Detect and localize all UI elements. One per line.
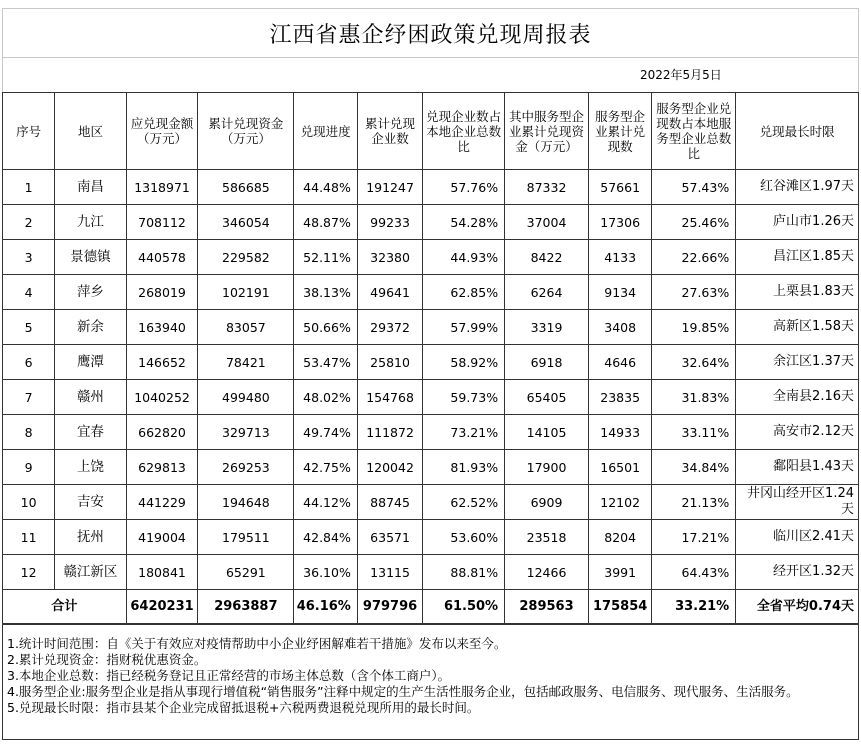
due-amount-cell: 163940 [126, 310, 198, 345]
due-amount-cell: 708112 [126, 205, 198, 240]
table-row [3, 520, 859, 555]
total-max-duration-cell: 全省平均0.74天 [736, 590, 859, 625]
firm-count-cell: 154768 [357, 380, 422, 415]
note-item: 1.统计时间范围：自《关于有效应对疫情帮助中小企业纾困解难若干措施》发布以来至今。 [7, 636, 507, 651]
header-cell: 地区 [55, 93, 127, 170]
due-amount-cell: 662820 [126, 415, 198, 450]
table-row [3, 170, 859, 205]
region-cell: 吉安 [55, 485, 127, 520]
progress-cell: 48.87% [294, 205, 357, 240]
progress-cell: 49.74% [294, 415, 357, 450]
service-firm-count-cell: 4646 [588, 345, 651, 380]
progress-cell: 44.12% [294, 485, 357, 520]
region-cell: 赣江新区 [55, 555, 127, 590]
progress-cell: 53.47% [294, 345, 357, 380]
paid-amount-cell: 83057 [198, 310, 294, 345]
service-ratio-cell: 21.13% [652, 485, 736, 520]
row-number-cell: 2 [3, 205, 55, 240]
header-cell: 应兑现金额（万元） [126, 93, 198, 170]
total-due-amount-cell: 6420231 [126, 590, 198, 625]
row-number-cell: 12 [3, 555, 55, 590]
firm-ratio-cell: 58.92% [423, 345, 505, 380]
paid-amount-cell: 269253 [198, 450, 294, 485]
progress-cell: 42.84% [294, 520, 357, 555]
due-amount-cell: 180841 [126, 555, 198, 590]
service-firm-count-cell: 3408 [588, 310, 651, 345]
header-cell: 兑现企业数占本地企业总数比 [423, 93, 505, 170]
paid-amount-cell: 499480 [198, 380, 294, 415]
header-cell: 累计兑现企业数 [357, 93, 422, 170]
paid-amount-cell: 586685 [198, 170, 294, 205]
progress-cell: 52.11% [294, 240, 357, 275]
max-duration-cell: 高新区1.58天 [736, 310, 859, 345]
service-paid-cell: 37004 [505, 205, 589, 240]
due-amount-cell: 1040252 [126, 380, 198, 415]
service-firm-count-cell: 17306 [588, 205, 651, 240]
service-ratio-cell: 31.83% [652, 380, 736, 415]
table-row [3, 240, 859, 275]
note-item: 2.累计兑现资金：指财税优惠资金。 [7, 652, 207, 667]
notes [2, 623, 859, 740]
firm-count-cell: 13115 [357, 555, 422, 590]
service-firm-count-cell: 8204 [588, 520, 651, 555]
table-row [3, 345, 859, 380]
max-duration-cell: 鄱阳县1.43天 [736, 450, 859, 485]
row-number-cell: 5 [3, 310, 55, 345]
paid-amount-cell: 65291 [198, 555, 294, 590]
service-paid-cell: 23518 [505, 520, 589, 555]
service-paid-cell: 6264 [505, 275, 589, 310]
firm-count-cell: 120042 [357, 450, 422, 485]
table-row [3, 275, 859, 310]
service-paid-cell: 17900 [505, 450, 589, 485]
firm-count-cell: 25810 [357, 345, 422, 380]
row-number-cell: 8 [3, 415, 55, 450]
firm-ratio-cell: 88.81% [423, 555, 505, 590]
note-item: 3.本地企业总数：指已经税务登记且正常经营的市场主体总数（含个体工商户）。 [7, 668, 451, 683]
table-row [3, 415, 859, 450]
table-row [3, 450, 859, 485]
firm-count-cell: 49641 [357, 275, 422, 310]
total-service-ratio-cell: 33.21% [652, 590, 736, 625]
max-duration-cell: 临川区2.41天 [736, 520, 859, 555]
region-cell: 上饶 [55, 450, 127, 485]
table-row [3, 380, 859, 415]
service-firm-count-cell: 3991 [588, 555, 651, 590]
max-duration-cell: 上栗县1.83天 [736, 275, 859, 310]
service-ratio-cell: 34.84% [652, 450, 736, 485]
note-item: 4.服务型企业:服务型企业是指从事现行增值税“销售服务”注释中规定的生产生活性服务企业，包括邮政服务、电信服务、现代服务、生活服务。 [7, 684, 799, 699]
service-ratio-cell: 57.43% [652, 170, 736, 205]
total-service-firm-count-cell: 175854 [588, 590, 651, 625]
paid-amount-cell: 229582 [198, 240, 294, 275]
row-number-cell: 7 [3, 380, 55, 415]
max-duration-cell: 红谷滩区1.97天 [736, 170, 859, 205]
firm-ratio-cell: 57.76% [423, 170, 505, 205]
service-ratio-cell: 25.46% [652, 205, 736, 240]
header-cell: 序号 [3, 93, 55, 170]
firm-count-cell: 99233 [357, 205, 422, 240]
table-row [3, 310, 859, 345]
row-number-cell: 11 [3, 520, 55, 555]
max-duration-cell: 昌江区1.85天 [736, 240, 859, 275]
table-row [3, 205, 859, 240]
service-paid-cell: 6918 [505, 345, 589, 380]
service-ratio-cell: 19.85% [652, 310, 736, 345]
progress-cell: 38.13% [294, 275, 357, 310]
max-duration-cell: 余江区1.37天 [736, 345, 859, 380]
paid-amount-cell: 78421 [198, 345, 294, 380]
region-cell: 赣州 [55, 380, 127, 415]
report-date: 2022年5月5日 [640, 67, 722, 82]
service-paid-cell: 12466 [505, 555, 589, 590]
report-title: 江西省惠企纾困政策兑现周报表 [2, 8, 859, 58]
region-cell: 南昌 [55, 170, 127, 205]
row-number-cell: 9 [3, 450, 55, 485]
service-paid-cell: 6909 [505, 485, 589, 520]
due-amount-cell: 441229 [126, 485, 198, 520]
table-row [3, 485, 859, 520]
firm-count-cell: 29372 [357, 310, 422, 345]
service-paid-cell: 8422 [505, 240, 589, 275]
max-duration-cell: 高安市2.12天 [736, 415, 859, 450]
paid-amount-cell: 194648 [198, 485, 294, 520]
firm-ratio-cell: 54.28% [423, 205, 505, 240]
due-amount-cell: 146652 [126, 345, 198, 380]
firm-count-cell: 88745 [357, 485, 422, 520]
service-paid-cell: 87332 [505, 170, 589, 205]
due-amount-cell: 419004 [126, 520, 198, 555]
firm-ratio-cell: 53.60% [423, 520, 505, 555]
header-cell: 兑现进度 [294, 93, 357, 170]
service-paid-cell: 14105 [505, 415, 589, 450]
max-duration-cell: 全南县2.16天 [736, 380, 859, 415]
due-amount-cell: 268019 [126, 275, 198, 310]
service-firm-count-cell: 16501 [588, 450, 651, 485]
policy-table [2, 92, 859, 625]
due-amount-cell: 629813 [126, 450, 198, 485]
region-cell: 鹰潭 [55, 345, 127, 380]
service-ratio-cell: 17.21% [652, 520, 736, 555]
firm-count-cell: 111872 [357, 415, 422, 450]
service-ratio-cell: 33.11% [652, 415, 736, 450]
total-service-paid-cell: 289563 [505, 590, 589, 625]
header-cell: 兑现最长时限 [736, 93, 859, 170]
total-paid-amount-cell: 2963887 [198, 590, 294, 625]
due-amount-cell: 1318971 [126, 170, 198, 205]
paid-amount-cell: 329713 [198, 415, 294, 450]
max-duration-cell: 庐山市1.26天 [736, 205, 859, 240]
row-number-cell: 4 [3, 275, 55, 310]
service-ratio-cell: 64.43% [652, 555, 736, 590]
total-row [3, 590, 859, 625]
service-paid-cell: 3319 [505, 310, 589, 345]
service-paid-cell: 65405 [505, 380, 589, 415]
service-firm-count-cell: 57661 [588, 170, 651, 205]
progress-cell: 50.66% [294, 310, 357, 345]
paid-amount-cell: 179511 [198, 520, 294, 555]
row-number-cell: 1 [3, 170, 55, 205]
header-row [3, 93, 859, 170]
region-cell: 宜春 [55, 415, 127, 450]
region-cell: 萍乡 [55, 275, 127, 310]
table-row [3, 555, 859, 590]
service-firm-count-cell: 23835 [588, 380, 651, 415]
region-cell: 九江 [55, 205, 127, 240]
header-cell: 累计兑现资金（万元） [198, 93, 294, 170]
total-firm-ratio-cell: 61.50% [423, 590, 505, 625]
max-duration-cell: 经开区1.32天 [736, 555, 859, 590]
service-ratio-cell: 27.63% [652, 275, 736, 310]
firm-ratio-cell: 73.21% [423, 415, 505, 450]
firm-ratio-cell: 62.85% [423, 275, 505, 310]
service-firm-count-cell: 4133 [588, 240, 651, 275]
progress-cell: 44.48% [294, 170, 357, 205]
note-item: 5.兑现最长时限：指市县某个企业完成留抵退税+六税两费退税兑现所用的最长时间。 [7, 700, 480, 715]
progress-cell: 42.75% [294, 450, 357, 485]
firm-ratio-cell: 59.73% [423, 380, 505, 415]
firm-ratio-cell: 57.99% [423, 310, 505, 345]
header-cell: 其中服务型企业累计兑现资金（万元） [505, 93, 589, 170]
row-number-cell: 6 [3, 345, 55, 380]
firm-ratio-cell: 62.52% [423, 485, 505, 520]
paid-amount-cell: 102191 [198, 275, 294, 310]
progress-cell: 48.02% [294, 380, 357, 415]
service-firm-count-cell: 12102 [588, 485, 651, 520]
region-cell: 新余 [55, 310, 127, 345]
row-number-cell: 3 [3, 240, 55, 275]
firm-count-cell: 32380 [357, 240, 422, 275]
service-ratio-cell: 32.64% [652, 345, 736, 380]
total-label: 合计 [3, 590, 127, 625]
header-cell: 服务型企业累计兑现数 [588, 93, 651, 170]
service-ratio-cell: 22.66% [652, 240, 736, 275]
progress-cell: 36.10% [294, 555, 357, 590]
region-cell: 景德镇 [55, 240, 127, 275]
region-cell: 抚州 [55, 520, 127, 555]
paid-amount-cell: 346054 [198, 205, 294, 240]
due-amount-cell: 440578 [126, 240, 198, 275]
service-firm-count-cell: 14933 [588, 415, 651, 450]
firm-ratio-cell: 81.93% [423, 450, 505, 485]
max-duration-cell: 井冈山经开区1.24天 [736, 485, 859, 520]
service-firm-count-cell: 9134 [588, 275, 651, 310]
firm-ratio-cell: 44.93% [423, 240, 505, 275]
firm-count-cell: 191247 [357, 170, 422, 205]
header-cell: 服务型企业兑现数占本地服务型企业总数比 [652, 93, 736, 170]
firm-count-cell: 63571 [357, 520, 422, 555]
total-firm-count-cell: 979796 [357, 590, 422, 625]
row-number-cell: 10 [3, 485, 55, 520]
total-progress-cell: 46.16% [294, 590, 357, 625]
